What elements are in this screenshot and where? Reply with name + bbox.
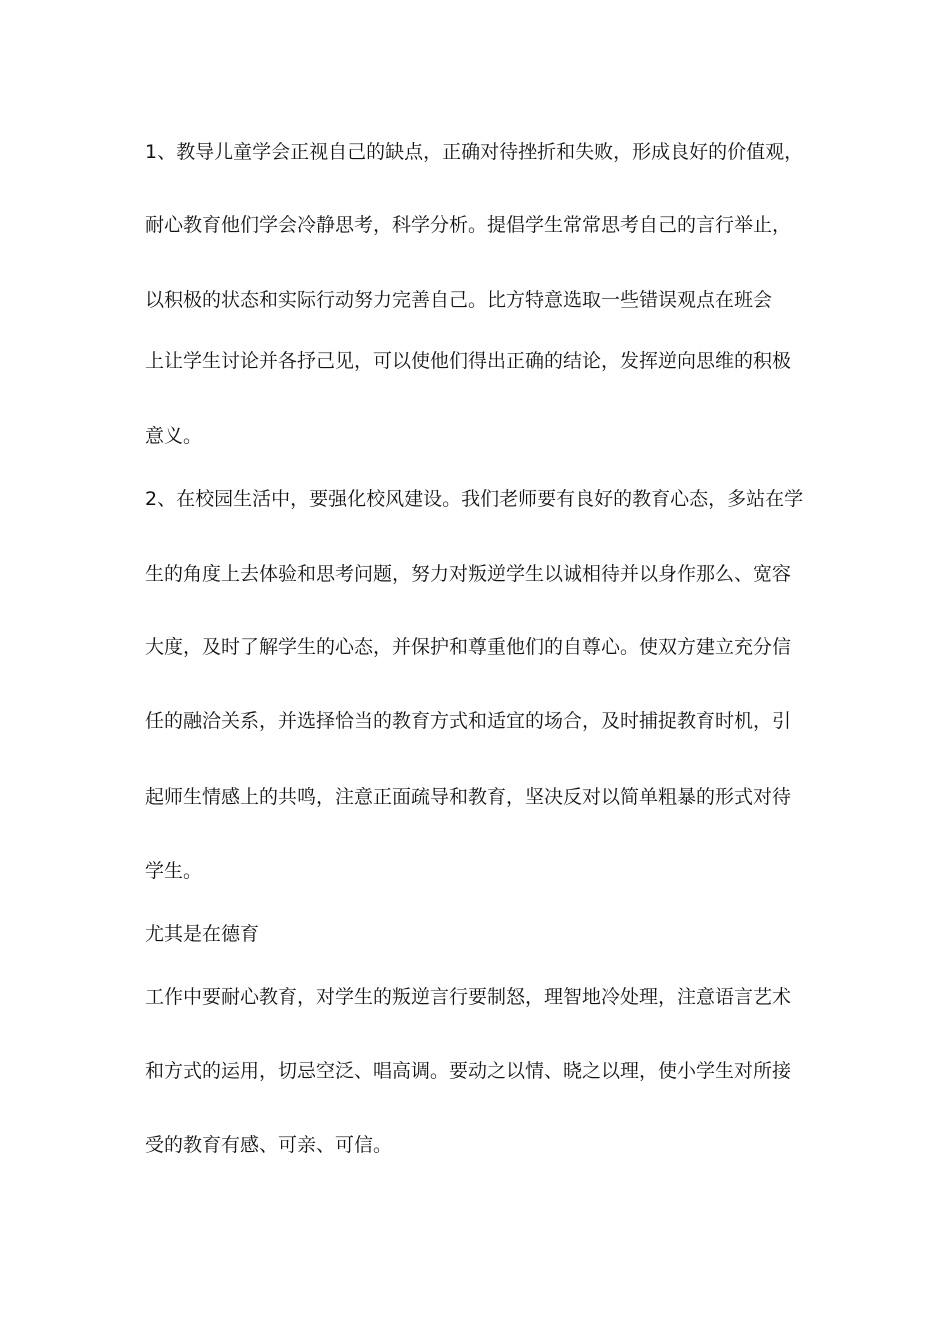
paragraph-3-line-1: 尤其是在德育 — [145, 923, 260, 945]
paragraph-1-line-1: 1、教导儿童学会正视自己的缺点，正确对待挫折和失败，形成良好的价值观， — [145, 141, 804, 163]
paragraph-1-line-4: 上让学生讨论并各抒己见，可以使他们得出正确的结论，发挥逆向思维的积极 — [145, 350, 792, 372]
paragraph-2-line-5: 起师生情感上的共鸣，注意正面疏导和教育，坚决反对以简单粗暴的形式对待 — [145, 786, 792, 808]
paragraph-2-line-1: 2、在校园生活中，要强化校风建设。我们老师要有良好的教育心态，多站在学 — [145, 488, 804, 510]
paragraph-2-line-2: 生的角度上去体验和思考问题，努力对叛逆学生以诚相待并以身作那么、宽容 — [145, 563, 792, 585]
paragraph-4-line-2: 和方式的运用，切忌空泛、唱高调。要动之以情、晓之以理，使小学生对所接 — [145, 1060, 792, 1082]
paragraph-2-line-4: 任的融洽关系，并选择恰当的教育方式和适宜的场合，及时捕捉教育时机，引 — [145, 710, 792, 732]
paragraph-4-line-3: 受的教育有感、可亲、可信。 — [145, 1134, 393, 1156]
paragraph-2-line-6: 学生。 — [145, 860, 203, 882]
paragraph-1-line-3: 以积极的状态和实际行动努力完善自己。比方特意选取一些错误观点在班会 — [145, 289, 773, 311]
paragraph-1-line-2: 耐心教育他们学会冷静思考，科学分析。提倡学生常常思考自己的言行举止， — [145, 214, 792, 236]
paragraph-2-line-3: 大度，及时了解学生的心态，并保护和尊重他们的自尊心。使双方建立充分信 — [145, 636, 792, 658]
paragraph-1-line-5: 意义。 — [145, 425, 203, 447]
paragraph-4-line-1: 工作中要耐心教育，对学生的叛逆言行要制怒，理智地冷处理，注意语言艺术 — [145, 986, 792, 1008]
